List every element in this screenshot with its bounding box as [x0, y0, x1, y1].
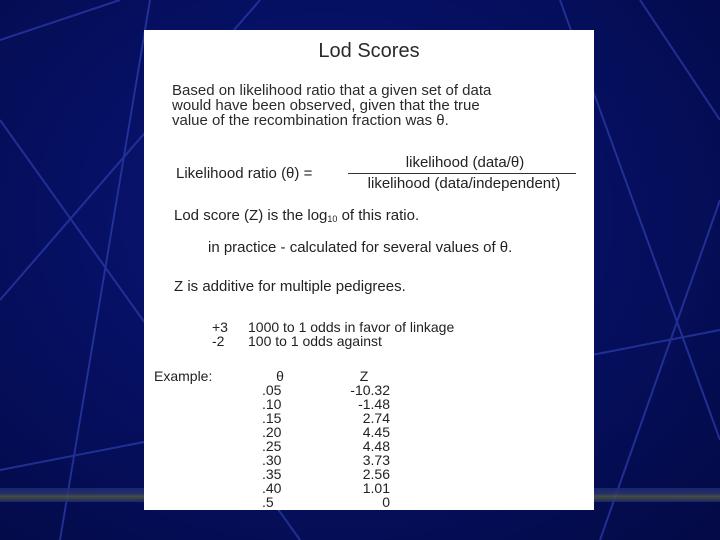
intro-text: Based on likelihood ratio that a given set of data would have been observed, given that the true value of the recombination fraction was θ.	[172, 82, 492, 129]
example-label: Example:	[154, 368, 213, 384]
theta-cell: .30	[262, 452, 282, 468]
likelihood-denominator: likelihood (data/independent)	[367, 175, 561, 192]
theta-cell: .10	[262, 396, 282, 412]
slide-content	[144, 30, 594, 510]
theta-cell: .05	[262, 382, 282, 398]
odds-value: +3	[212, 319, 228, 335]
z-cell: -1.48	[358, 396, 390, 412]
theta-cell: .20	[262, 424, 282, 440]
z-cell: 3.73	[362, 452, 390, 468]
z-cell: 0	[382, 494, 390, 510]
additive-note: Z is additive for multiple pedigrees.	[174, 278, 406, 295]
z-cell: -10.32	[350, 382, 390, 398]
z-cell: 2.56	[362, 466, 390, 482]
page-title: Lod Scores	[318, 40, 420, 62]
odds-text: 1000 to 1 odds in favor of linkage	[248, 319, 455, 335]
theta-cell: .40	[262, 480, 282, 496]
theta-cell: .25	[262, 438, 282, 454]
z-cell: 2.74	[362, 410, 390, 426]
lod-definition	[174, 207, 419, 224]
lod-definition-pre: Lod score (Z) is the log	[174, 207, 328, 224]
theta-cell: .35	[262, 466, 282, 482]
theta-column-header: θ	[276, 368, 284, 384]
theta-cell: .15	[262, 410, 282, 426]
likelihood-ratio-label: Likelihood ratio (θ) =	[176, 165, 313, 182]
odds-value: -2	[212, 333, 225, 349]
z-column-header: Z	[359, 368, 369, 384]
z-cell: 4.48	[362, 438, 390, 454]
lod-definition-post: of this ratio.	[337, 207, 420, 224]
theta-cell: .5	[262, 494, 274, 510]
practice-note: in practice - calculated for several values of θ.	[208, 239, 513, 256]
likelihood-numerator: likelihood (data/θ)	[405, 154, 525, 171]
odds-row	[212, 333, 382, 349]
z-cell: 1.01	[362, 480, 390, 496]
z-cell: 4.45	[362, 424, 390, 440]
fraction-bar	[348, 173, 576, 174]
odds-text: 100 to 1 odds against	[248, 333, 382, 349]
log-subscript: 10	[327, 214, 338, 224]
